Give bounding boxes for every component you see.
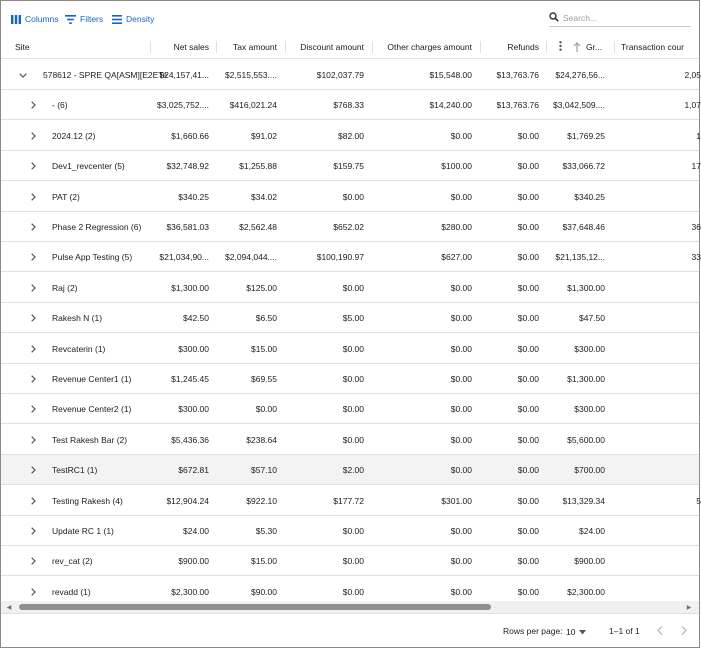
pagination-footer [1,613,699,647]
gross-cell: $1,300.00 [567,374,605,384]
transaction-count-cell [621,516,701,546]
other-charges-amount-cell: $0.00 [450,586,472,597]
chevron-right-icon[interactable] [27,546,39,576]
gross-cell: $900.00 [574,556,605,567]
column-header-gross-label: Gr... [586,42,603,52]
gross-cell: $300.00 [574,404,605,415]
net-sales-cell: $1,300.00 [171,282,209,293]
tax-amount-cell: $416,021.24 [229,100,277,111]
discount-amount-cell: $0.00 [342,191,364,202]
other-charges-amount-cell: $0.00 [450,526,472,536]
other-charges-amount-cell: $301.00 [441,495,472,506]
discount-amount-cell: $0.00 [342,526,364,536]
refunds-cell: $0.00 [517,556,539,567]
refunds-cell: $0.00 [517,282,539,293]
transaction-count-cell [621,273,701,303]
rows-per-page-label: Rows per page: [503,626,563,636]
other-charges-amount-cell: $0.00 [450,282,472,293]
discount-amount-cell: $2.00 [342,465,364,476]
refunds-cell: $0.00 [517,343,539,354]
column-header-tax-amount[interactable]: Tax amount [233,42,277,52]
refunds-cell: $0.00 [517,374,539,384]
refunds-cell: $0.00 [517,434,539,445]
scroll-left-arrow-icon[interactable]: ◀ [6,604,12,611]
gross-cell: $21,135,12... [555,252,605,263]
filter-icon [65,15,76,24]
table-row[interactable] [1,212,699,242]
discount-amount-cell: $0.00 [342,434,364,445]
net-sales-cell: $300.00 [178,404,209,415]
table-row[interactable] [1,303,699,333]
table-row[interactable] [1,273,699,303]
table-row[interactable] [1,364,699,394]
other-charges-amount-cell: $0.00 [450,191,472,202]
previous-page-button[interactable] [653,624,667,638]
column-header-discount-amount[interactable]: Discount amount [300,42,364,52]
net-sales-cell: $300.00 [178,343,209,354]
transaction-count-cell: 17 [691,161,701,172]
chevron-right-icon [681,626,687,637]
discount-amount-cell: $652.02 [333,222,364,232]
refunds-cell: $13,763.76 [496,100,539,111]
chevron-right-icon[interactable] [27,486,39,516]
horizontal-scroll-thumb[interactable] [19,604,491,610]
net-sales-cell: $1,245.45 [171,374,209,384]
site-cell: Update RC 1 (1) [52,526,114,536]
refunds-cell: $13,763.76 [496,70,539,80]
site-cell: Dev1_revcenter (5) [52,161,125,172]
refunds-cell: $0.00 [517,495,539,506]
chevron-right-icon[interactable] [27,182,39,212]
site-cell: Rakesh N (1) [52,313,103,324]
gross-cell: $1,769.25 [567,130,605,141]
gross-cell: $3,042,509.... [553,100,605,111]
chevron-right-icon[interactable] [27,212,39,242]
table-row[interactable] [1,516,699,546]
next-page-button[interactable] [677,624,691,638]
tax-amount-cell: $57.10 [251,465,277,476]
transaction-count-cell [621,303,701,333]
gross-cell: $5,600.00 [567,434,605,445]
pagination-range: 1–1 of 1 [609,626,640,636]
net-sales-cell: $2,300.00 [171,586,209,597]
site-cell: Phase 2 Regression (6) [52,222,142,232]
tax-amount-cell: $15.00 [251,343,277,354]
refunds-cell: $0.00 [517,252,539,263]
tax-amount-cell: $69.55 [251,374,277,384]
site-cell: revadd (1) [52,586,91,597]
density-icon [112,15,122,24]
net-sales-cell: $24,157,41... [159,70,209,80]
horizontal-scrollbar[interactable] [1,601,699,613]
site-cell: Pulse App Testing (5) [52,252,133,263]
chevron-right-icon[interactable] [27,121,39,151]
refunds-cell: $0.00 [517,586,539,597]
gross-cell: $1,300.00 [567,282,605,293]
chevron-right-icon[interactable] [27,303,39,333]
dropdown-caret-icon [579,627,586,637]
tax-amount-cell: $5.30 [255,526,277,536]
other-charges-amount-cell: $0.00 [450,434,472,445]
net-sales-cell: $42.50 [183,313,209,324]
net-sales-cell: $21,034,90... [159,252,209,263]
discount-amount-cell: $82.00 [338,130,364,141]
discount-amount-cell: $5.00 [342,313,364,324]
other-charges-amount-cell: $0.00 [450,313,472,324]
refunds-cell: $0.00 [517,130,539,141]
other-charges-amount-cell: $280.00 [441,222,472,232]
gross-cell: $2,300.00 [567,586,605,597]
chevron-right-icon[interactable] [27,273,39,303]
site-cell: Raj (2) [52,282,78,293]
table-row[interactable] [1,394,699,424]
discount-amount-cell: $0.00 [342,282,364,293]
refunds-cell: $0.00 [517,404,539,415]
more-vertical-icon [559,41,562,53]
transaction-count-cell: 1 [696,130,701,141]
transaction-count-cell [621,546,701,576]
search-input[interactable] [563,13,681,23]
site-cell: - (6) [52,100,68,111]
transaction-count-cell [621,425,701,455]
column-header-refunds[interactable]: Refunds [507,42,539,52]
site-cell: rev_cat (2) [52,556,93,567]
other-charges-amount-cell: $100.00 [441,161,472,172]
net-sales-cell: $32,748.92 [166,161,209,172]
refunds-cell: $0.00 [517,465,539,476]
site-cell: 578612 - SPRE QA[ASM][E2ETe [43,70,168,80]
data-grid [1,35,699,601]
filters-button[interactable] [65,12,103,26]
transaction-count-cell [621,364,701,394]
refunds-cell: $0.00 [517,313,539,324]
transaction-count-cell [621,334,701,364]
gross-cell: $24,276,56... [555,70,605,80]
chevron-right-icon[interactable] [27,455,39,485]
other-charges-amount-cell: $14,240.00 [429,100,472,111]
transaction-count-cell [621,394,701,424]
chevron-right-icon[interactable] [27,151,39,181]
net-sales-cell: $340.25 [178,191,209,202]
site-cell: PAT (2) [52,191,80,202]
search-icon [549,12,559,24]
discount-amount-cell: $102,037.79 [316,70,364,80]
discount-amount-cell: $177.72 [333,495,364,506]
net-sales-cell: $900.00 [178,556,209,567]
table-row[interactable] [1,334,699,364]
tax-amount-cell: $922.10 [246,495,277,506]
scroll-right-arrow-icon[interactable]: ▶ [686,604,692,611]
tax-amount-cell: $125.00 [246,282,277,293]
net-sales-cell: $1,660.66 [171,130,209,141]
tax-amount-cell: $34.02 [251,191,277,202]
other-charges-amount-cell: $0.00 [450,465,472,476]
table-row[interactable] [1,90,699,120]
tax-amount-cell: $2,094,044.... [225,252,277,263]
chevron-down-icon[interactable] [17,60,29,90]
net-sales-cell: $3,025,752.... [157,100,209,111]
site-cell: Revenue Center2 (1) [52,404,132,415]
density-button[interactable] [112,12,154,26]
discount-amount-cell: $0.00 [342,556,364,567]
rows-per-page-value: 10 [566,627,576,637]
discount-amount-cell: $0.00 [342,374,364,384]
transaction-count-cell: 2,05 [684,70,701,80]
chevron-right-icon[interactable] [27,516,39,546]
discount-amount-cell: $0.00 [342,343,364,354]
columns-label: Columns [25,14,59,24]
other-charges-amount-cell: $0.00 [450,130,472,141]
column-menu-button[interactable] [554,35,566,59]
site-cell: Test Rakesh Bar (2) [52,434,128,445]
gross-cell: $13,329.34 [562,495,605,506]
discount-amount-cell: $768.33 [333,100,364,111]
transaction-count-cell [621,182,701,212]
search-box [549,9,691,27]
tax-amount-cell: $91.02 [251,130,277,141]
site-cell: Testing Rakesh (4) [52,495,123,506]
net-sales-cell: $24.00 [183,526,209,536]
sort-arrow-up-icon [573,42,581,52]
chevron-right-icon[interactable] [27,90,39,120]
tax-amount-cell: $90.00 [251,586,277,597]
table-row[interactable] [1,546,699,576]
rows-per-page-select[interactable] [566,625,586,639]
gross-cell: $700.00 [574,465,605,476]
site-cell: Revcaterin (1) [52,343,106,354]
table-row[interactable] [1,151,699,181]
refunds-cell: $0.00 [517,161,539,172]
column-header-site[interactable]: Site [15,42,30,52]
column-separator[interactable] [614,41,615,53]
other-charges-amount-cell: $15,548.00 [429,70,472,80]
net-sales-cell: $5,436.36 [171,434,209,445]
column-separator[interactable] [546,41,547,53]
tax-amount-cell: $15.00 [251,556,277,567]
refunds-cell: $0.00 [517,526,539,536]
discount-amount-cell: $0.00 [342,586,364,597]
table-row[interactable] [1,486,699,516]
tax-amount-cell: $1,255.88 [239,161,277,172]
other-charges-amount-cell: $0.00 [450,404,472,415]
gross-cell: $37,648.46 [562,222,605,232]
transaction-count-cell: 33 [691,252,701,263]
chevron-left-icon [657,626,663,637]
table-row[interactable] [1,455,699,485]
gross-cell: $24.00 [579,526,605,536]
gross-cell: $47.50 [579,313,605,324]
chevron-right-icon[interactable] [27,334,39,364]
chevron-right-icon[interactable] [27,394,39,424]
site-cell: Revenue Center1 (1) [52,374,132,384]
tax-amount-cell: $2,515,553.... [225,70,277,80]
columns-button[interactable] [11,12,59,26]
density-label: Density [126,14,155,24]
table-row[interactable] [1,182,699,212]
columns-icon [11,15,21,24]
column-header-gross[interactable] [573,35,603,59]
net-sales-cell: $12,904.24 [166,495,209,506]
tax-amount-cell: $2,562.48 [239,222,277,232]
table-row[interactable] [1,60,699,90]
chevron-right-icon[interactable] [27,425,39,455]
gross-cell: $33,066.72 [562,161,605,172]
chevron-right-icon[interactable] [27,242,39,272]
table-row[interactable] [1,121,699,151]
net-sales-cell: $36,581.03 [166,222,209,232]
other-charges-amount-cell: $0.00 [450,374,472,384]
chevron-right-icon[interactable] [27,364,39,394]
other-charges-amount-cell: $0.00 [450,343,472,354]
transaction-count-cell [621,455,701,485]
transaction-count-cell: 36 [691,222,701,232]
other-charges-amount-cell: $0.00 [450,556,472,567]
column-header-transaction-count[interactable]: Transaction cour [621,42,684,52]
discount-amount-cell: $0.00 [342,404,364,415]
discount-amount-cell: $100,190.97 [316,252,364,263]
other-charges-amount-cell: $627.00 [441,252,472,263]
refunds-cell: $0.00 [517,191,539,202]
tax-amount-cell: $6.50 [255,313,277,324]
refunds-cell: $0.00 [517,222,539,232]
grid-toolbar [1,1,699,35]
transaction-count-cell: 1,07 [684,100,701,111]
column-header-other-charges-amount[interactable]: Other charges amount [387,42,472,52]
transaction-count-cell: 5 [696,495,701,506]
column-header-row [1,35,699,59]
site-cell: 2024.12 (2) [52,130,96,141]
table-row[interactable] [1,425,699,455]
site-cell: TestRC1 (1) [52,465,98,476]
column-header-net-sales[interactable]: Net sales [173,42,209,52]
gross-cell: $340.25 [574,191,605,202]
gross-cell: $300.00 [574,343,605,354]
tax-amount-cell: $0.00 [255,404,277,415]
discount-amount-cell: $159.75 [333,161,364,172]
net-sales-cell: $672.81 [178,465,209,476]
filters-label: Filters [80,14,104,24]
table-row[interactable] [1,242,699,272]
tax-amount-cell: $238.64 [246,434,277,445]
